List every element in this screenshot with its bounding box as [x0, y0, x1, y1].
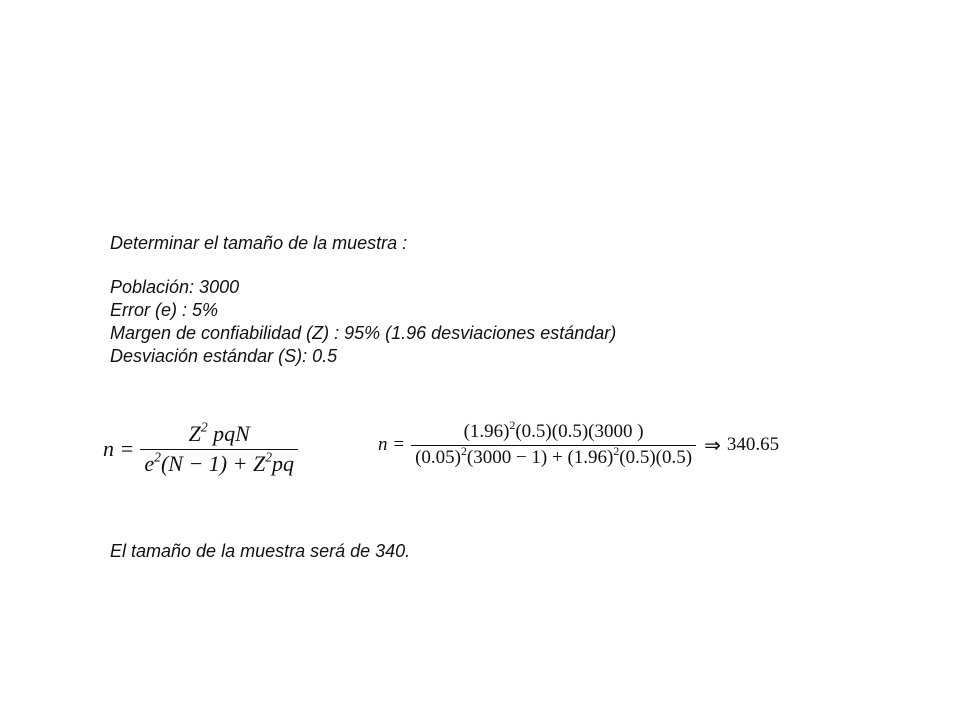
conclusion: El tamaño de la muestra será de 340.: [110, 541, 411, 561]
applied-formula-fraction: [411, 420, 696, 471]
general-formula-numerator: $Z^2$ pqN: [188, 419, 250, 446]
general-formula: [103, 420, 298, 479]
parameters-list: [110, 276, 616, 368]
general-formula-lhs: n =: [103, 436, 135, 462]
param-population: Población: 3000: [110, 277, 240, 297]
param-error: Error (e) : 5%: [110, 300, 219, 320]
implies-arrow-icon: ⇒: [704, 433, 721, 458]
formula-result: 340.65: [726, 434, 780, 456]
general-formula-fraction: [140, 420, 298, 479]
applied-formula-lhs: n =: [378, 434, 406, 456]
param-std-dev: Desviación estándar (S): 0.5: [110, 346, 338, 366]
applied-formula-numerator: $(1.96)^2(0.5)(0.5)(3000$ ): [463, 418, 644, 442]
applied-formula-denominator: $(0.05)^2(3000 - 1) + (1.96)^2(0.5)(0.5)$: [415, 444, 693, 469]
applied-formula: [378, 420, 779, 471]
heading: Determinar el tamaño de la muestra :: [110, 233, 408, 253]
param-confidence: Margen de confiabilidad (Z) : 95% (1.96 desviaciones estándar): [110, 323, 617, 343]
general-formula-denominator: $e^2(N - 1) + Z^2pq$: [144, 449, 295, 477]
